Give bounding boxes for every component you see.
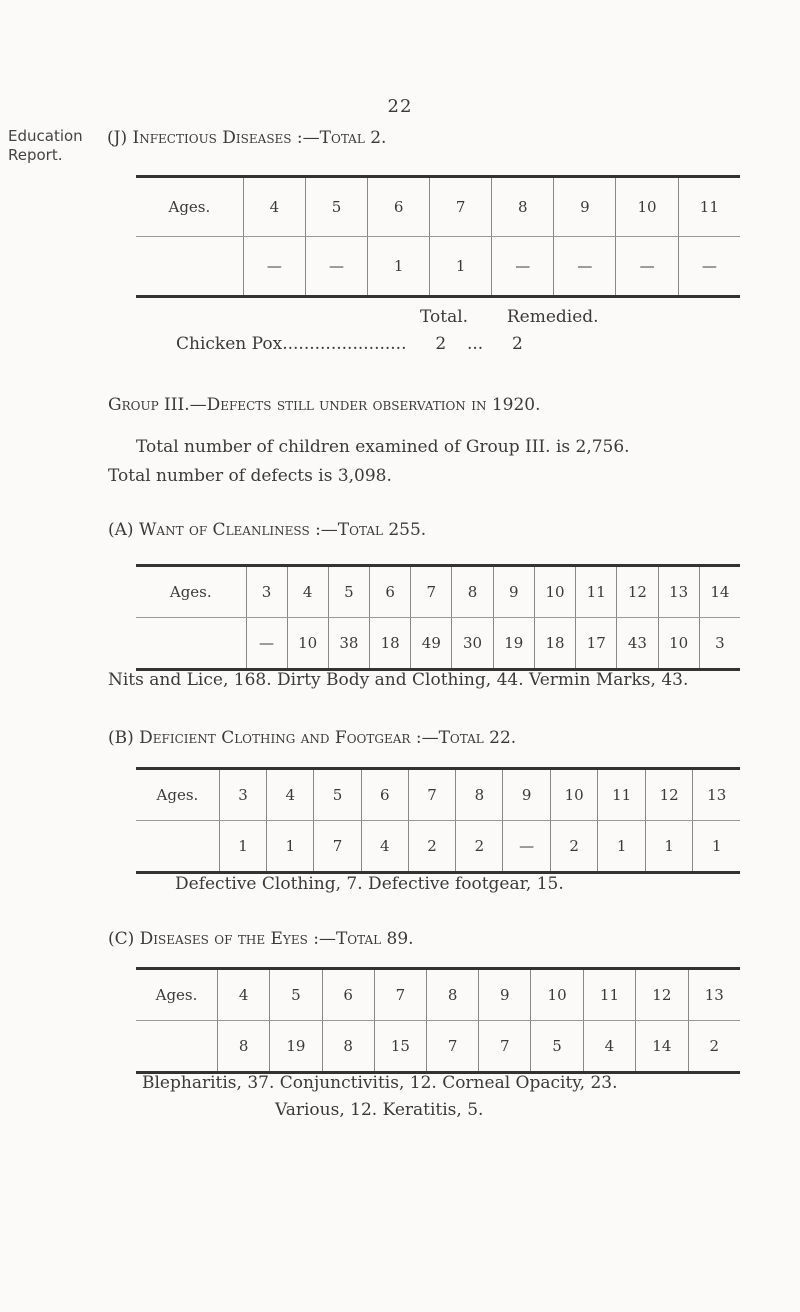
margin-note-line: Education [8,127,83,145]
age-header-cell: 10 [534,566,575,618]
age-header-cell: 5 [328,566,369,618]
count-cell: — [554,237,616,297]
ages-label: Ages. [136,177,243,237]
count-cell: 2 [456,821,503,873]
age-header-cell: 7 [411,566,452,618]
count-cell: 8 [218,1021,270,1073]
count-cell: 14 [636,1021,688,1073]
count-cell: 15 [374,1021,426,1073]
count-cell: — [243,237,305,297]
age-header-cell: 10 [531,969,583,1021]
count-cell: 18 [370,618,411,670]
count-cell: 19 [270,1021,322,1073]
section-c-heading: (C) Diseases of the Eyes :—Total 89. [108,929,414,949]
count-cell: 1 [430,237,492,297]
page-number: 22 [387,96,413,117]
age-header-cell: 10 [616,177,678,237]
section-j-prefix: (J) [107,128,128,148]
age-header-cell: 5 [270,969,322,1021]
summary-row-chicken-pox [176,334,523,354]
age-header-cell: 4 [243,177,305,237]
count-cell: 2 [408,821,455,873]
age-header-cell: 6 [361,769,408,821]
ages-label: Ages. [136,769,219,821]
count-cell: — [305,237,367,297]
summary-row-sep: ... [466,334,484,354]
age-header-cell: 13 [693,769,740,821]
ages-label: Ages. [136,969,218,1021]
age-header-cell: 3 [219,769,266,821]
count-cell: 1 [368,237,430,297]
summary-header-total: Total. [420,307,469,327]
count-cell: 7 [314,821,361,873]
summary-header [420,307,599,327]
age-header-cell: 11 [678,177,740,237]
count-cell: 7 [479,1021,531,1073]
section-b-note: Defective Clothing, 7. Defective footgear, 15. [175,874,564,894]
margin-note-line: Report. [8,146,63,164]
table-want-of-cleanliness [136,564,740,671]
age-header-cell: 8 [427,969,479,1021]
group-3-para-2: Total number of defects is 3,098. [108,466,392,486]
blank-label-cell [136,237,243,297]
section-b-heading: (B) Deficient Clothing and Footgear :—Total 22. [108,728,517,748]
age-header-cell: 7 [430,177,492,237]
blank-label-cell [136,821,219,873]
count-cell: 7 [427,1021,479,1073]
age-header-cell: 10 [550,769,598,821]
age-header-cell: 14 [699,566,740,618]
age-header-cell: 12 [645,769,693,821]
margin-note [8,127,83,165]
count-cell: 49 [411,618,452,670]
count-cell: 43 [617,618,658,670]
table-infectious-diseases [136,175,740,298]
age-header-cell: 8 [456,769,503,821]
age-header-cell: 12 [617,566,658,618]
count-cell: 10 [287,618,328,670]
summary-row-total: 2 [435,334,447,354]
summary-header-remedied: Remedied. [506,307,599,327]
age-header-cell: 4 [218,969,270,1021]
count-cell: 8 [322,1021,374,1073]
count-cell: — [503,821,550,873]
count-cell: 2 [688,1021,740,1073]
count-cell: 17 [576,618,617,670]
age-header-cell: 5 [314,769,361,821]
count-cell: — [492,237,554,297]
age-header-cell: 13 [658,566,699,618]
count-cell: — [616,237,678,297]
count-cell: 19 [493,618,534,670]
count-cell: 4 [361,821,408,873]
count-cell: 1 [219,821,266,873]
table-diseases-of-eyes [136,967,740,1074]
age-header-cell: 8 [452,566,493,618]
section-c-note-1: Blepharitis, 37. Conjunctivitis, 12. Corneal Opacity, 23. [142,1073,618,1093]
table-deficient-clothing [136,767,740,874]
age-header-cell: 11 [598,769,646,821]
section-c-note-2: Various, 12. Keratitis, 5. [275,1100,484,1120]
age-header-cell: 7 [374,969,426,1021]
age-header-cell: 9 [479,969,531,1021]
age-header-cell: 9 [503,769,550,821]
count-cell: 1 [645,821,693,873]
count-cell: 10 [658,618,699,670]
ages-label: Ages. [136,566,246,618]
section-j-heading [107,128,386,148]
count-cell: 38 [328,618,369,670]
age-header-cell: 6 [322,969,374,1021]
age-header-cell: 4 [287,566,328,618]
section-a-heading: (A) Want of Cleanliness :—Total 255. [108,520,427,540]
count-cell: — [246,618,287,670]
count-cell: 4 [583,1021,635,1073]
section-a-note: Nits and Lice, 168. Dirty Body and Clothing, 44. Vermin Marks, 43. [108,670,689,690]
blank-label-cell [136,1021,218,1073]
age-header-cell: 11 [583,969,635,1021]
section-j-title: Infectious Diseases :—Total 2. [132,128,387,148]
age-header-cell: 13 [688,969,740,1021]
group-3-heading: Group III.—Defects still under observation in 1920. [108,395,541,415]
count-cell: 1 [267,821,314,873]
age-header-cell: 12 [636,969,688,1021]
count-cell: 2 [550,821,598,873]
age-header-cell: 8 [492,177,554,237]
age-header-cell: 11 [576,566,617,618]
blank-label-cell [136,618,246,670]
summary-row-remedied: 2 [511,334,523,354]
count-cell: — [678,237,740,297]
group-3-para-1: Total number of children examined of Group III. is 2,756. [136,437,630,457]
age-header-cell: 9 [493,566,534,618]
age-header-cell: 3 [246,566,287,618]
age-header-cell: 6 [368,177,430,237]
age-header-cell: 7 [408,769,455,821]
count-cell: 1 [693,821,740,873]
age-header-cell: 6 [370,566,411,618]
count-cell: 30 [452,618,493,670]
summary-row-label: Chicken Pox....................... [176,334,407,354]
count-cell: 3 [699,618,740,670]
age-header-cell: 4 [267,769,314,821]
count-cell: 5 [531,1021,583,1073]
count-cell: 1 [598,821,646,873]
age-header-cell: 9 [554,177,616,237]
age-header-cell: 5 [305,177,367,237]
count-cell: 18 [534,618,575,670]
